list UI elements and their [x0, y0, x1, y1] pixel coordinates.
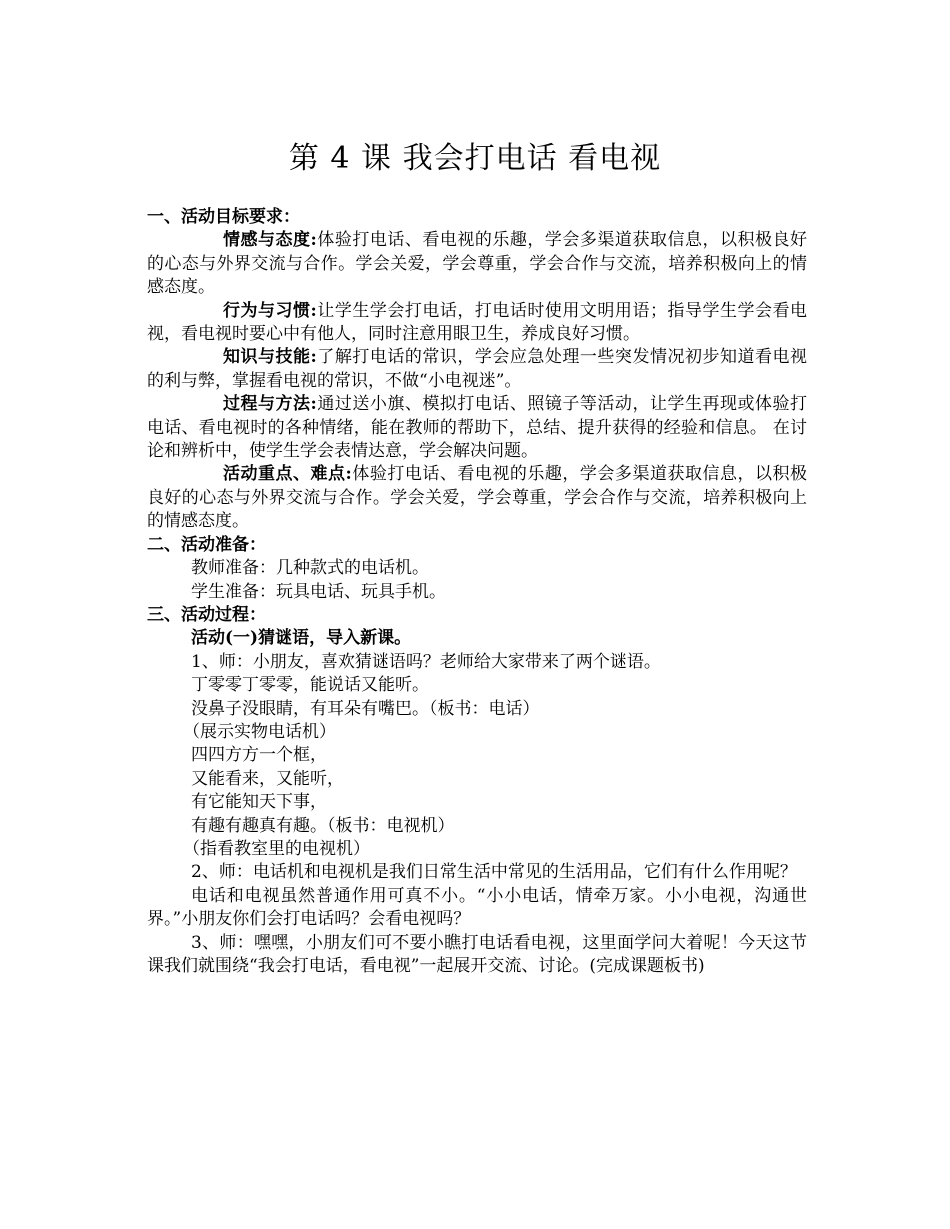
goal-label: 过程与方法:	[223, 394, 317, 415]
process-paragraph: 电话和电视虽然普通作用可真不小。“小小电话，情牵万家。小小电视，沟通世界。”小朋友你们会打电话吗？会看电视吗？	[147, 885, 807, 930]
process-line: 1、师：小朋友，喜欢猜谜语吗？老师给大家带来了两个谜语。	[191, 651, 661, 672]
goal-knowledge	[147, 346, 807, 393]
goal-label: 行为与习惯:	[223, 300, 317, 321]
section-heading-goals: 一、活动目标要求：	[147, 207, 300, 227]
goal-text: 体验打电话、看电视的乐趣，学会多渠道获取信息，以积极良好的心态与外界交流与合作。学会关爱，学会尊重，学会合作与交流，培养积极向上的情感态度。	[147, 464, 807, 532]
section-heading-process: 三、活动过程：	[147, 604, 266, 625]
process-line: 有它能知天下事，	[191, 792, 327, 813]
process-line: 四四方方一个框，	[191, 745, 327, 766]
process-paragraph: 3、师：嘿嘿，小朋友们可不要小瞧打电话看电视，这里面学问大着呢！今天这节课我们就围绕“我会打电话，看电视”一起展开交流、讨论。(完成课题板书)	[147, 932, 807, 976]
document-body	[147, 206, 807, 978]
activity-title: 活动(一)猜谜语，导入新课。	[191, 628, 412, 649]
goal-text: 通过送小旗、模拟打电话、照镜子等活动，让学生再现或体验打电话、看电视时的各种情绪，能在教师的帮助下，总结、提升获得的经验和信息。 在讨论和辨析中，使学生学会表情达意，学会解决问题。	[147, 394, 807, 462]
section-heading-preparation: 二、活动准备：	[147, 534, 266, 555]
goal-process	[147, 393, 807, 463]
process-line: （指看教室里的电视机）	[183, 838, 370, 859]
process-line: 有趣有趣真有趣。（板书：电视机）	[191, 815, 455, 836]
page-title: 第 4 课 我会打电话 看电视	[288, 141, 662, 176]
goal-keypoints	[147, 463, 807, 533]
goal-label: 知识与技能:	[223, 347, 317, 368]
prep-line: 教师准备：几种款式的电话机。	[191, 558, 429, 579]
goal-behavior	[147, 300, 807, 347]
process-line: 丁零零丁零零，能说话又能听。	[191, 675, 429, 696]
process-line: （展示实物电话机）	[183, 721, 336, 742]
goal-emotion	[147, 229, 807, 299]
goal-text: 体验打电话、看电视的乐趣，学会多渠道获取信息，以积极良好的心态与外界交流与合作。学会关爱，学会尊重，学会合作与交流，培养积极向上的情感态度。	[147, 230, 807, 298]
goal-text: 让学生学会打电话，打电话时使用文明用语；指导学生学会看电视，看电视时要心中有他人，同时注意用眼卫生，养成良好习惯。	[147, 300, 807, 345]
goal-label: 情感与态度:	[223, 230, 317, 251]
process-line: 没鼻子没眼睛，有耳朵有嘴巴。（板书：电话）	[191, 698, 540, 719]
process-line: 又能看来，又能听，	[191, 768, 344, 789]
goal-label: 活动重点、难点:	[223, 464, 352, 485]
goal-text: 了解打电话的常识，学会应急处理一些突发情况初步知道看电视的利与弊，掌握看电视的常识，不做“小电视迷”。	[147, 347, 807, 391]
process-paragraph: 2、师：电话机和电视机是我们日常生活中常见的生活用品，它们有什么作用呢？	[191, 862, 797, 883]
prep-line: 学生准备：玩具电话、玩具手机。	[191, 581, 446, 602]
